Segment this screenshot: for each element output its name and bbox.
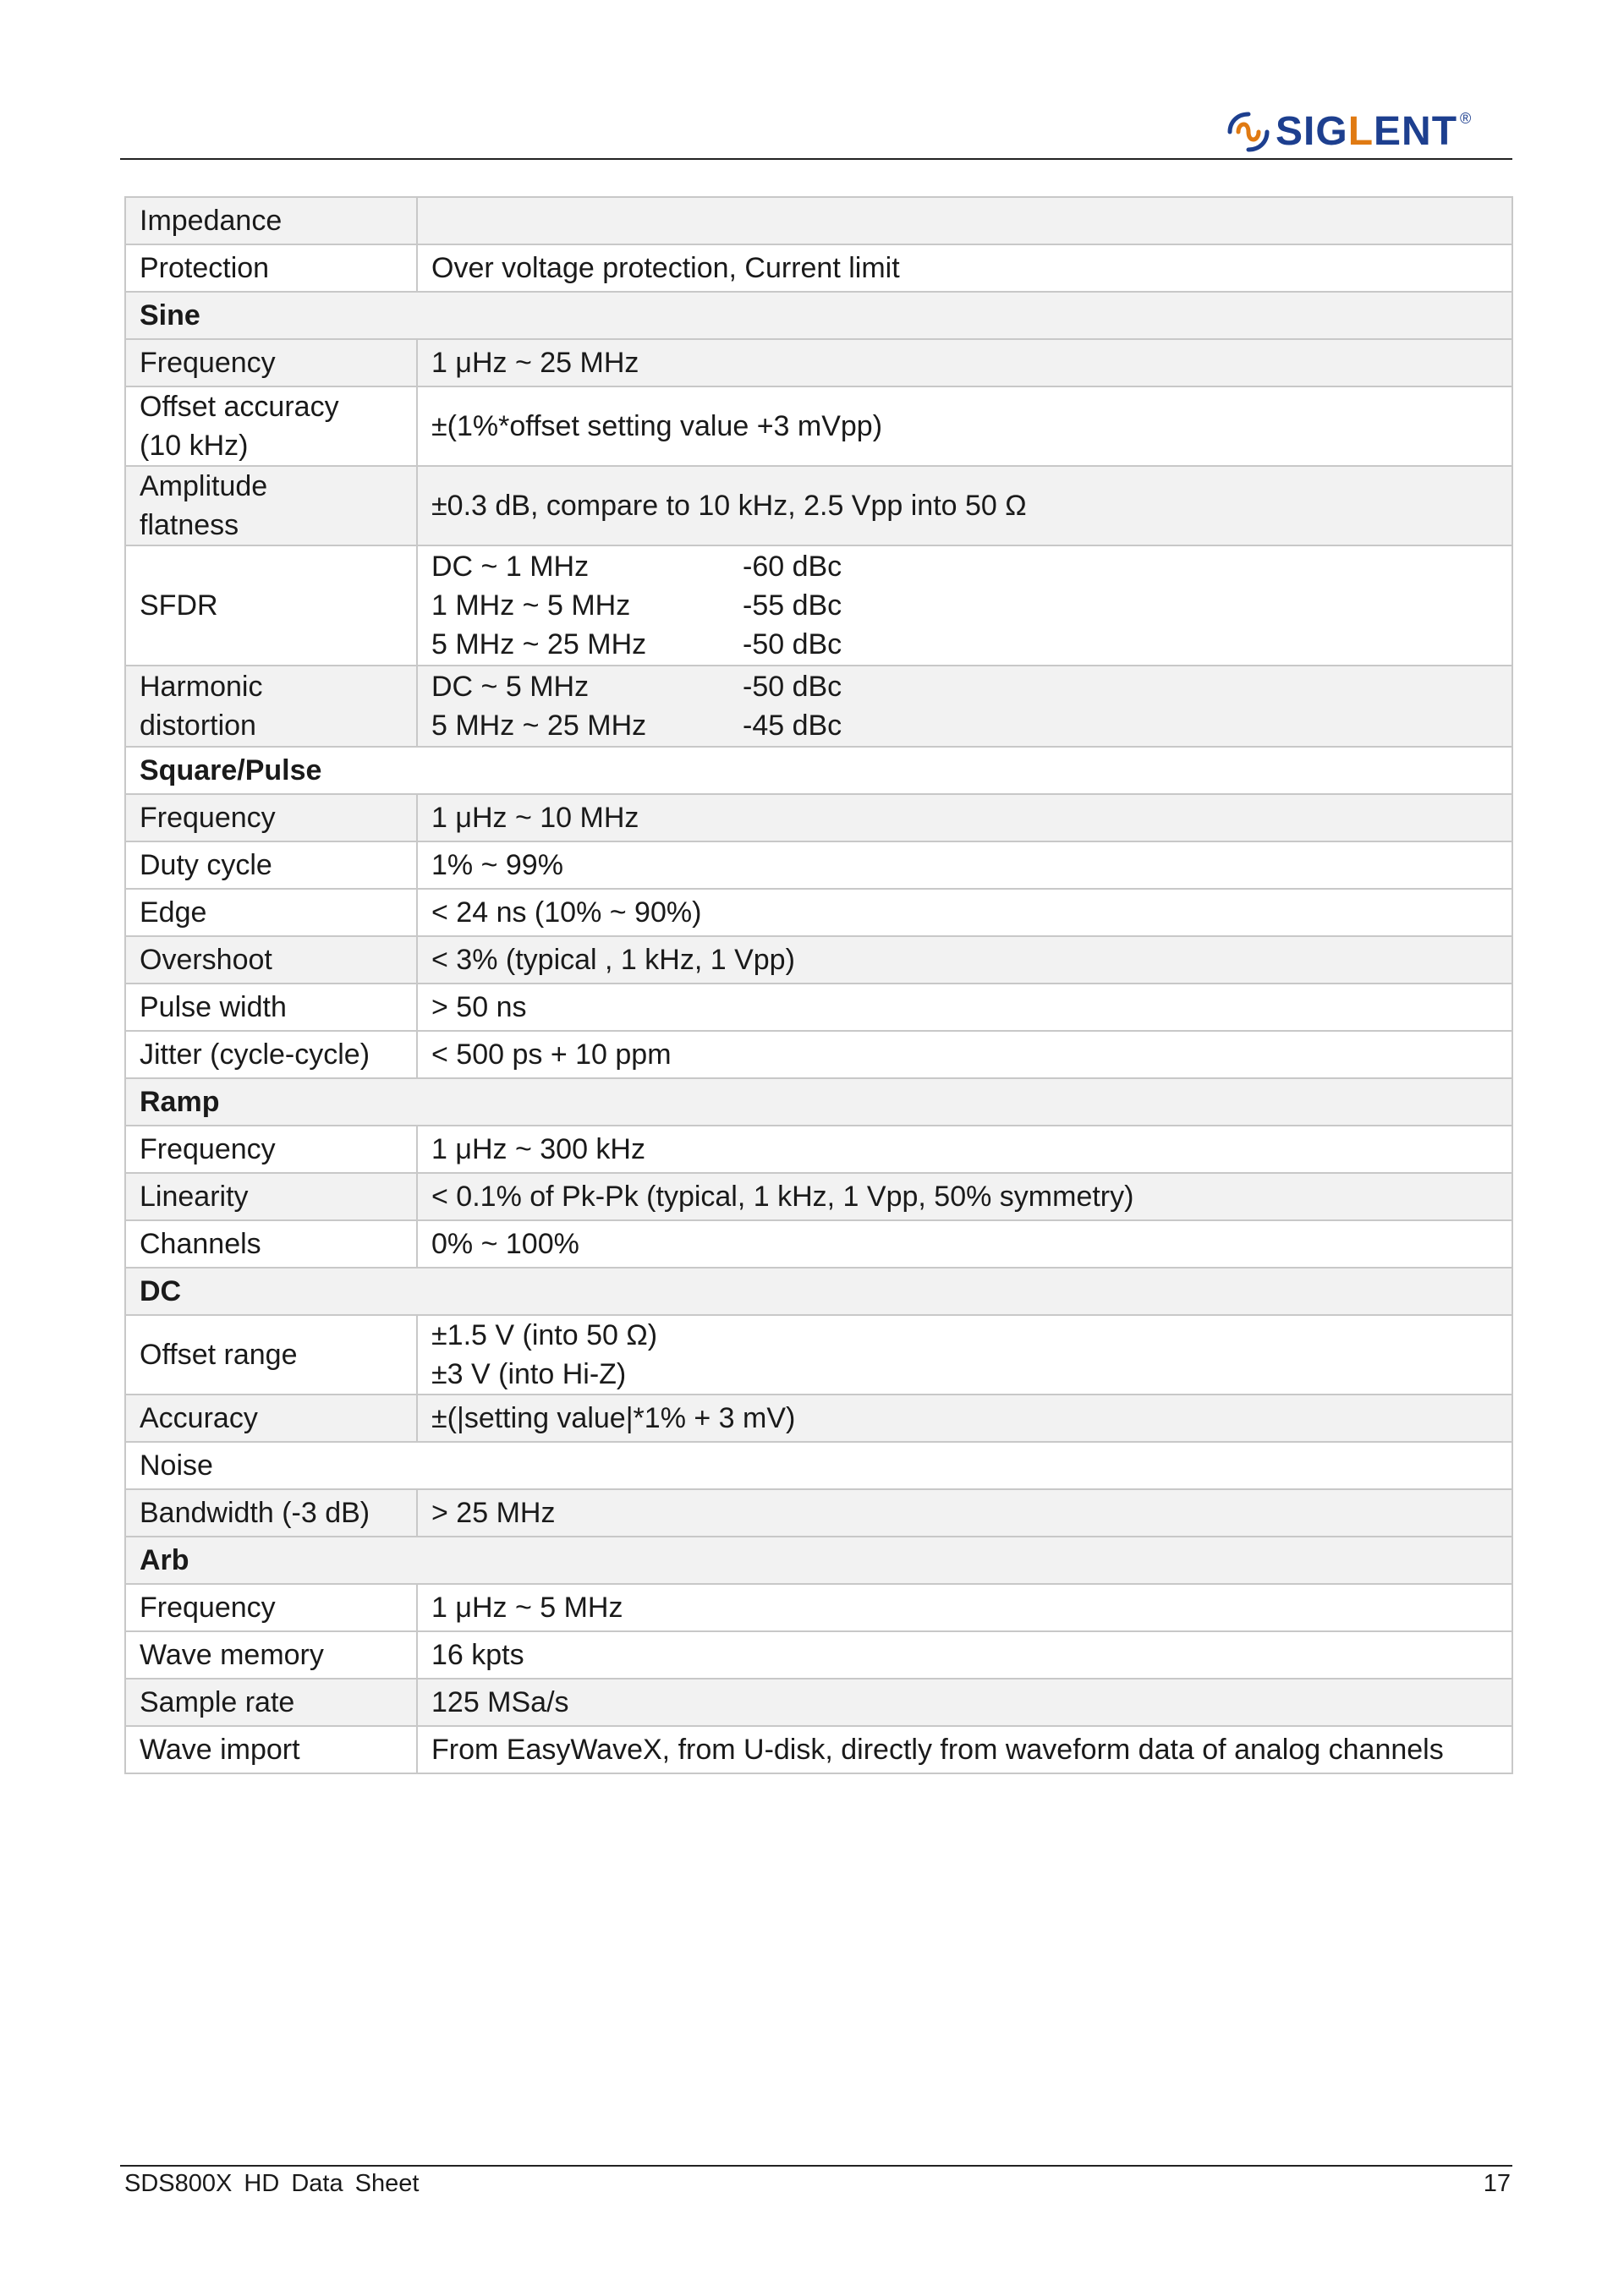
siglent-logo-icon [1226,111,1270,153]
spec-label: Sample rate [125,1679,417,1726]
siglent-logo-text: SIGLENT [1276,109,1458,154]
spec-row [125,1631,1512,1679]
spec-subrow [431,547,1498,586]
spec-row [125,197,1512,244]
spec-row [125,1395,1512,1442]
spec-subrow [431,586,1498,625]
spec-value: < 500 ps + 10 ppm [417,1031,1512,1078]
spec-label: Frequency [125,1584,417,1631]
spec-label: Protection [125,244,417,292]
spec-subrow [431,625,1498,664]
spec-value: < 3% (typical , 1 kHz, 1 Vpp) [417,936,1512,984]
spec-label-line: Amplitude [140,470,268,502]
spec-row [125,1126,1512,1173]
spec-label: Duty cycle [125,841,417,889]
spec-label: Overshoot [125,936,417,984]
spec-row [125,1315,1512,1395]
spec-label-line: flatness [140,509,239,541]
spec-value: < 0.1% of Pk-Pk (typical, 1 kHz, 1 Vpp, 50% symmetry) [417,1173,1512,1220]
spec-label [125,466,417,545]
spec-label: Channels [125,1220,417,1268]
spec-row [125,386,1512,466]
spec-value: ±(|setting value|*1% + 3 mV) [417,1395,1512,1442]
spec-row [125,936,1512,984]
spec-row [125,984,1512,1031]
spec-row [125,841,1512,889]
section-header: Sine [125,292,1512,339]
spec-subrow [431,667,1498,706]
spec-label-line: distortion [140,710,256,742]
spec-subrow-range: 5 MHz ~ 25 MHz [431,710,647,742]
footer-doc-title: SDS800X HD Data Sheet [124,2170,420,2197]
spec-value: ±0.3 dB, compare to 10 kHz, 2.5 Vpp into 50 Ω [417,466,1512,545]
spec-subrow-range: 5 MHz ~ 25 MHz [431,628,647,660]
spec-row [125,1679,1512,1726]
spec-label: Edge [125,889,417,936]
header-rule [120,158,1512,160]
footer-rule [120,2165,1512,2167]
spec-row [125,1078,1512,1126]
spec-row [125,1489,1512,1537]
page-number: 17 [1483,2170,1511,2197]
spec-subrow-value: -60 dBc [743,551,842,583]
spec-row [125,889,1512,936]
spec-row [125,666,1512,747]
spec-value: 1 μHz ~ 10 MHz [417,794,1512,841]
section-header: Noise [125,1442,1512,1489]
spec-subrow-value: -50 dBc [743,628,842,660]
spec-value: 1 μHz ~ 300 kHz [417,1126,1512,1173]
spec-label-line: Harmonic [140,671,263,703]
section-header: Ramp [125,1078,1512,1126]
spec-row [125,1537,1512,1584]
spec-row [125,244,1512,292]
spec-label: Impedance [125,197,417,244]
spec-value: > 25 MHz [417,1489,1512,1537]
spec-row [125,1584,1512,1631]
section-header: Square/Pulse [125,747,1512,794]
spec-row [125,466,1512,545]
spec-label-line: (10 kHz) [140,430,249,462]
spec-value: 1 μHz ~ 5 MHz [417,1584,1512,1631]
spec-row [125,1442,1512,1489]
siglent-logo [1226,108,1471,156]
spec-value: < 24 ns (10% ~ 90%) [417,889,1512,936]
spec-subrow [431,706,1498,745]
spec-subrow-range: 1 MHz ~ 5 MHz [431,589,631,622]
spec-label: Accuracy [125,1395,417,1442]
spec-value [417,666,1512,747]
spec-row [125,794,1512,841]
spec-value: Over voltage protection, Current limit [417,244,1512,292]
spec-label: Offset range [125,1315,417,1395]
spec-subrow-value: -50 dBc [743,671,842,703]
spec-value: > 50 ns [417,984,1512,1031]
spec-value: 1% ~ 99% [417,841,1512,889]
spec-label: Frequency [125,1126,417,1173]
section-header: Arb [125,1537,1512,1584]
spec-row [125,545,1512,666]
spec-label: Bandwidth (-3 dB) [125,1489,417,1537]
spec-value-line: ±3 V (into Hi-Z) [431,1358,627,1390]
spec-label: Linearity [125,1173,417,1220]
spec-label: Wave import [125,1726,417,1773]
spec-row [125,747,1512,794]
spec-row [125,292,1512,339]
spec-value: 0% ~ 100% [417,1220,1512,1268]
spec-row [125,1726,1512,1773]
spec-value: ±(1%*offset setting value +3 mVpp) [417,386,1512,466]
spec-value: 1 μHz ~ 25 MHz [417,339,1512,386]
spec-label: Pulse width [125,984,417,1031]
spec-subrow-range: DC ~ 5 MHz [431,671,590,703]
spec-row [125,1268,1512,1315]
spec-row [125,1173,1512,1220]
section-header: DC [125,1268,1512,1315]
spec-label-line: Offset accuracy [140,391,339,423]
spec-subrow-range: DC ~ 1 MHz [431,551,590,583]
spec-value [417,1315,1512,1395]
spec-row [125,1031,1512,1078]
spec-value: 16 kpts [417,1631,1512,1679]
spec-value: From EasyWaveX, from U-disk, directly from waveform data of analog channels [417,1726,1512,1773]
spec-value [417,197,1512,244]
spec-value: 125 MSa/s [417,1679,1512,1726]
spec-subrow-value: -45 dBc [743,710,842,742]
spec-label: Jitter (cycle-cycle) [125,1031,417,1078]
spec-row [125,1220,1512,1268]
spec-value-line: ±1.5 V (into 50 Ω) [431,1319,658,1351]
spec-label: Frequency [125,794,417,841]
spec-label: Wave memory [125,1631,417,1679]
spec-row [125,339,1512,386]
spec-table [124,196,1513,1774]
spec-label [125,386,417,466]
spec-value [417,545,1512,666]
spec-label: SFDR [125,545,417,666]
spec-label: Frequency [125,339,417,386]
registered-mark: ® [1460,110,1472,127]
spec-label [125,666,417,747]
spec-subrow-value: -55 dBc [743,589,842,622]
